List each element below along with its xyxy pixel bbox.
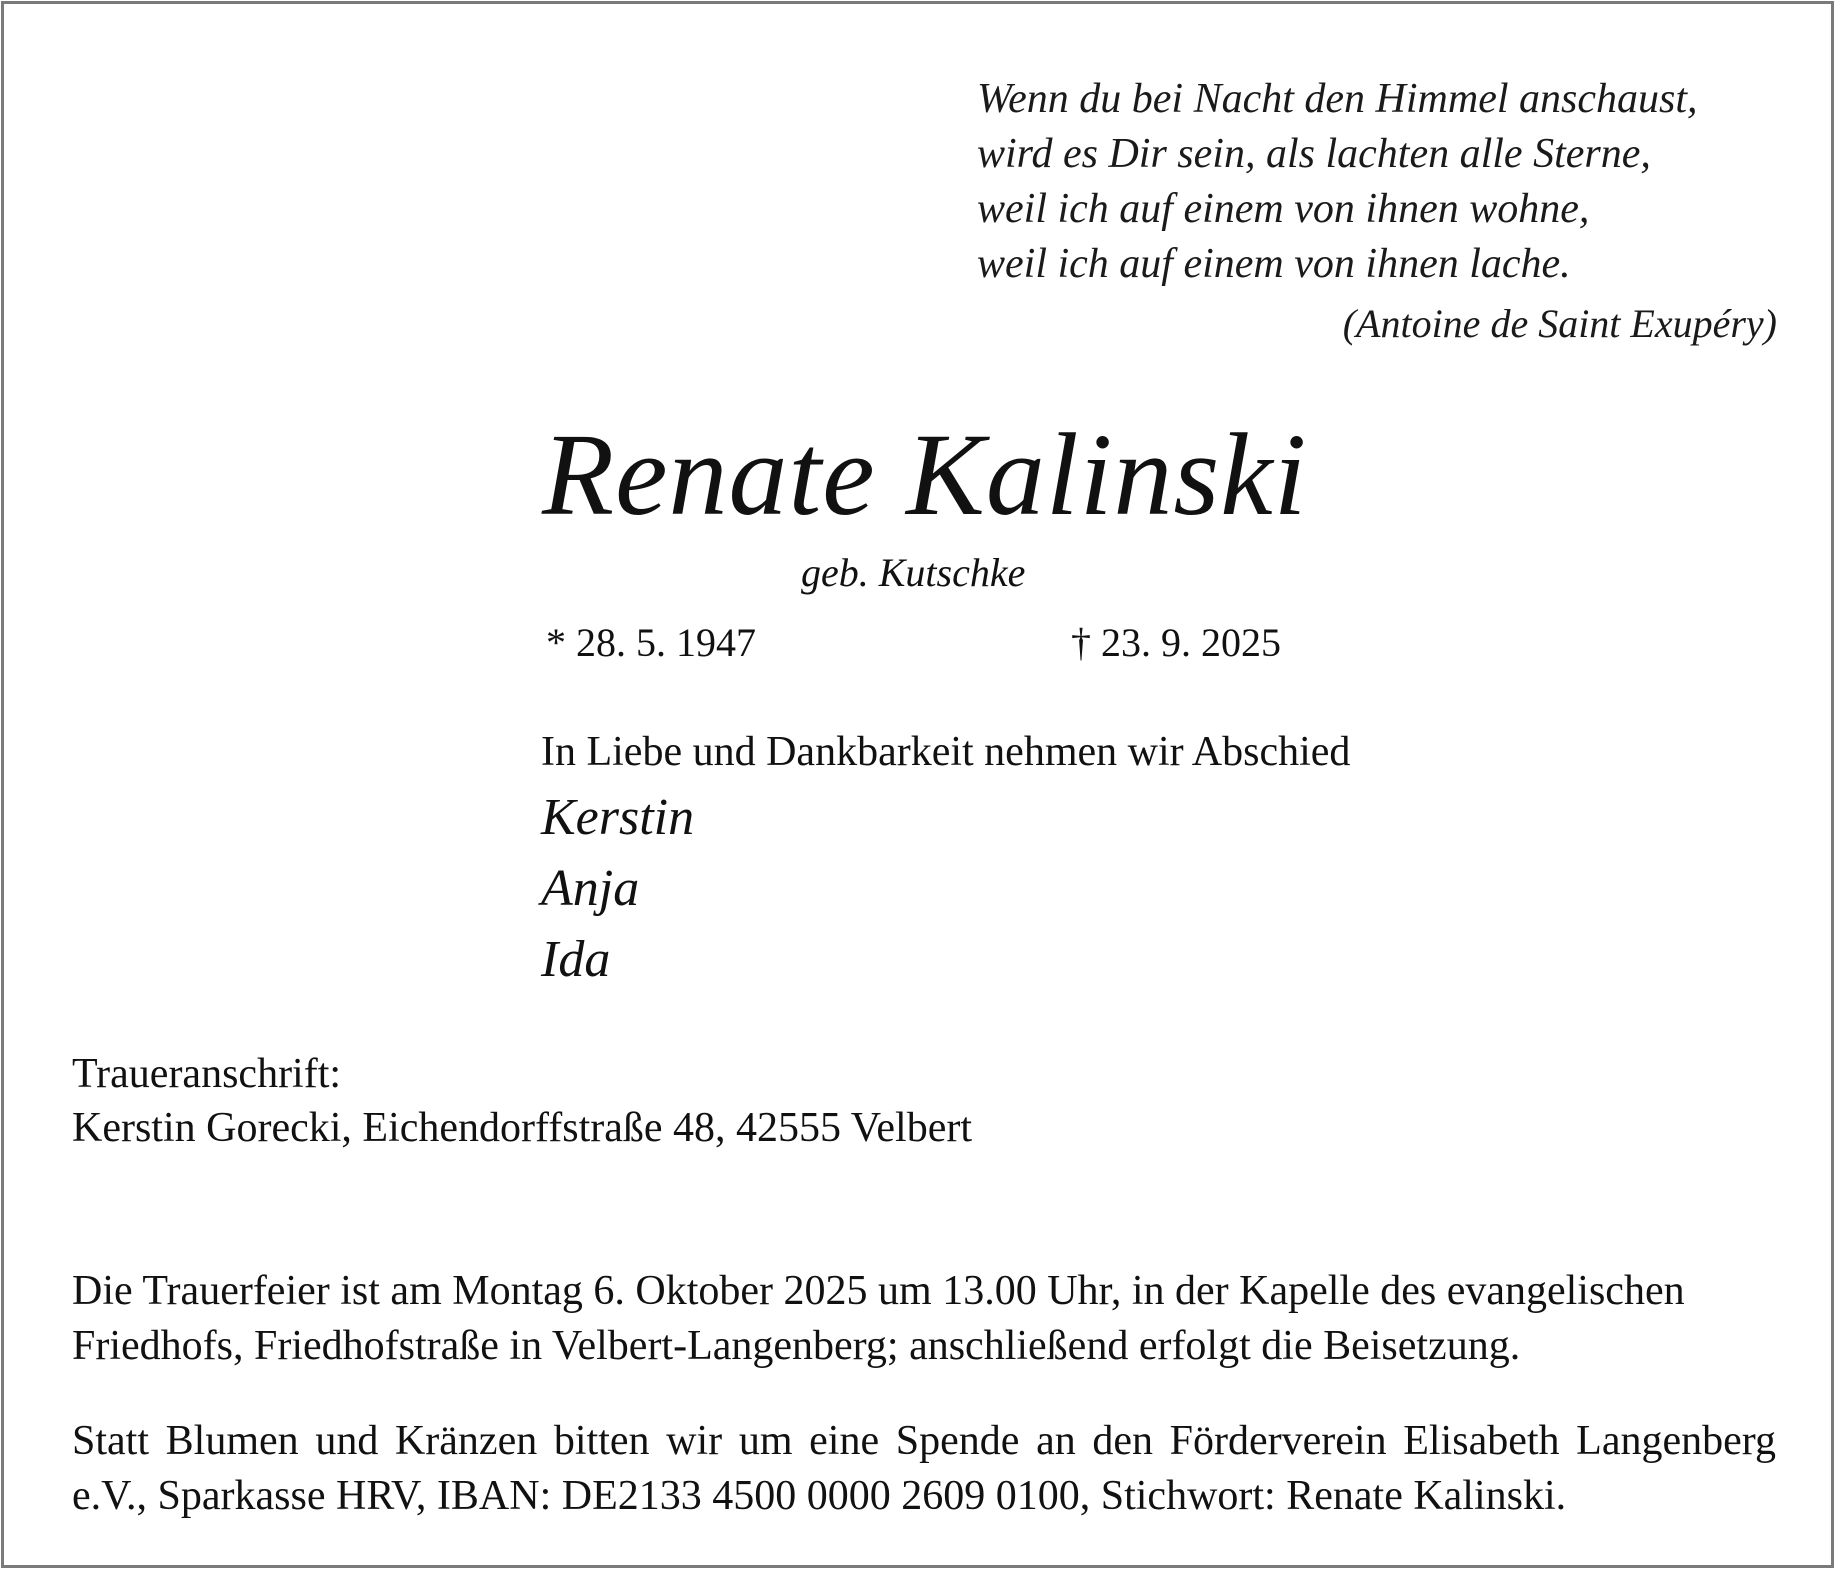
poem-block bbox=[977, 72, 1777, 351]
death-date: † 23. 9. 2025 bbox=[1071, 620, 1281, 665]
birth-date: * 28. 5. 1947 bbox=[546, 620, 756, 665]
mourner-name: Kerstin bbox=[541, 789, 695, 846]
poem-line: weil ich auf einem von ihnen lache. bbox=[977, 241, 1571, 287]
address-text: Kerstin Gorecki, Eichendorffstraße 48, 42555 Velbert bbox=[72, 1105, 973, 1151]
poem-author: (Antoine de Saint Exupéry) bbox=[1342, 301, 1777, 346]
poem-line: Wenn du bei Nacht den Himmel anschaust, bbox=[977, 76, 1698, 122]
deceased-name: Renate Kalinski bbox=[542, 409, 1308, 540]
ceremony-paragraph: Die Trauerfeier ist am Montag 6. Oktober 2025 um 13.00 Uhr, in der Kapelle des evangelischen Friedhofs, Friedhofstraße in Velbert-Langenberg; anschließend erfolgt die Beisetzung. bbox=[72, 1268, 1685, 1369]
mourner-name: Anja bbox=[541, 860, 640, 917]
poem-line: wird es Dir sein, als lachten alle Sterne, bbox=[977, 131, 1651, 177]
address-label: Traueranschrift: bbox=[72, 1051, 342, 1097]
maiden-name: geb. Kutschke bbox=[801, 550, 1026, 595]
poem-line: weil ich auf einem von ihnen wohne, bbox=[977, 186, 1590, 232]
mourner-name: Ida bbox=[541, 931, 611, 988]
farewell-text: In Liebe und Dankbarkeit nehmen wir Abschied bbox=[541, 729, 1351, 775]
donation-paragraph: Statt Blumen und Kränzen bitten wir um eine Spende an den Förderverein Elisabeth Langenberg e.V., Sparkasse HRV, IBAN: DE2133 4500 0000 2609 0100, Stichwort: Renate Kalinski. bbox=[72, 1418, 1776, 1519]
